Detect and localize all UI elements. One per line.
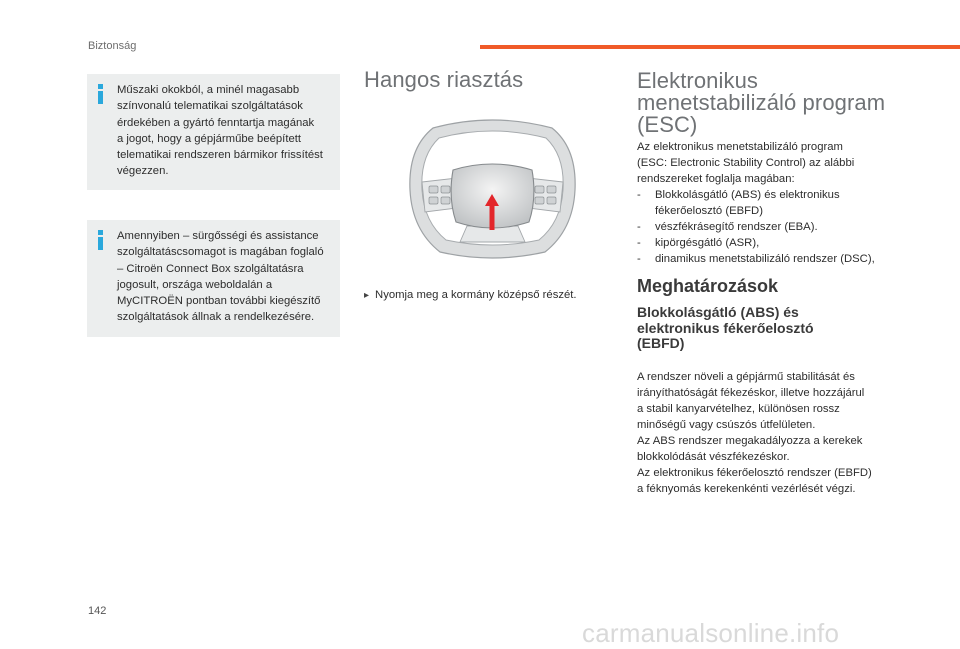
section-label: Biztonság [88, 40, 137, 52]
esc-section-title: Elektronikus menetstabilizáló program (ESC) [637, 68, 886, 137]
info-note-telematics [87, 74, 340, 190]
steering-wheel-horn-icon [405, 118, 580, 260]
horn-section-title: Hangos riasztás [364, 67, 524, 92]
note-text: Amennyiben – sürgősségi és assistance szolgáltatáscsomagot is magában foglaló – Citroën Connect Box szolgáltatásra jogosult, országa weboldalán a MyCITROËN pontban további kiegészítő szolgáltatások állnak a rendelkezésére. [117, 230, 324, 324]
horn-instruction: ▸ Nyomja meg a kormány középső részét. [364, 289, 577, 301]
list-item: - kipörgésgátló (ASR), [637, 235, 937, 251]
abs-description: A rendszer növeli a gépjármű stabilitását és irányíthatóságát fékezéskor, illetve hozzájárul a stabil kanyarvételhez, különösen rossz minőségű vagy csúszós útfelületen. Az ABS rendszer megakadályozza a kerekek blokkolódását vészfékezéskor. Az elektronikus fékerőelosztó rendszer (EBFD) a féknyomás kerekenkénti vezérlését végzi. [637, 371, 872, 495]
abs-heading: Blokkolásgátló (ABS) és elektronikus fékerőelosztó (EBFD) [637, 304, 814, 351]
watermark: carmanualsonline.info [582, 618, 840, 648]
bullet-arrow-icon: ▸ [364, 290, 370, 301]
list-item: - dinamikus menetstabilizáló rendszer (DSC), [637, 251, 937, 267]
esc-system-list [637, 187, 937, 267]
definitions-heading: Meghatározások [637, 276, 779, 296]
note-text: Műszaki okokból, a minél magasabb színvonalú telematikai szolgáltatások érdekében a gyártó fenntartja magának a jogot, hogy a gépjárműbe beépített telematikai rendszeren bármikor frissítést végezzen. [117, 84, 323, 178]
info-icon [96, 230, 106, 250]
esc-intro: Az elektronikus menetstabilizáló program (ESC: Electronic Stability Control) az alábbi rendszereket foglalja magában: [637, 141, 855, 185]
list-item: - vészfékrásegítő rendszer (EBA). [637, 219, 937, 235]
info-note-connect-box [87, 220, 340, 337]
page-number: 142 [88, 605, 107, 617]
list-item: - Blokkolásgátló (ABS) és elektronikus fékerőelosztó (EBFD) [637, 187, 937, 219]
accent-bar [480, 45, 960, 49]
info-icon [96, 84, 106, 104]
